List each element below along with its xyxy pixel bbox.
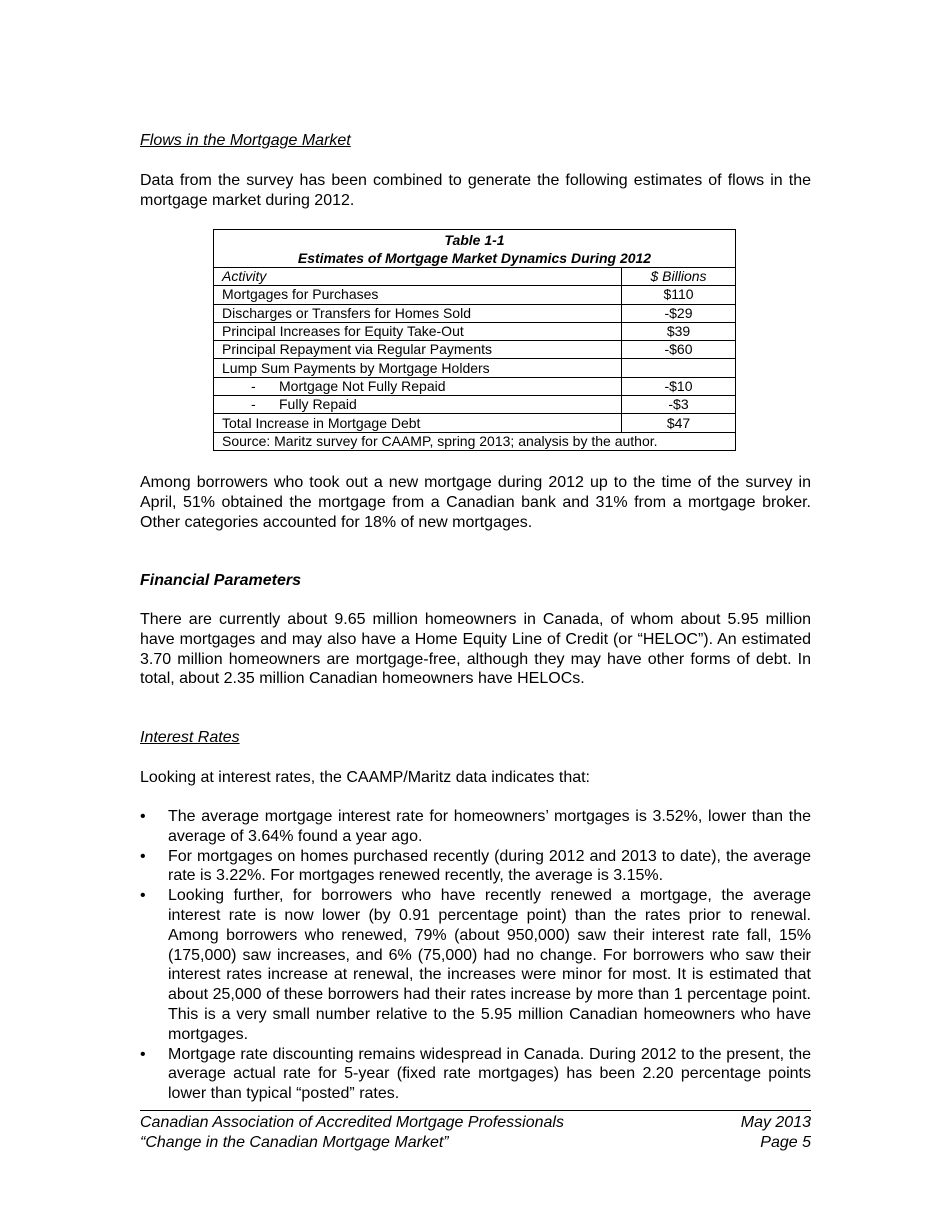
list-item (140, 807, 811, 847)
row-value (622, 359, 736, 377)
borrowers-paragraph: Among borrowers who took out a new mortgage during 2012 up to the time of the survey in April, 51% obtained the mortgage from a Canadian bank and 31% from a mortgage broker. Other categories accounted for 18% of new mortgages. (140, 474, 811, 531)
bullet-glyph: • (140, 847, 146, 865)
table-number: Table 1-1 (444, 232, 505, 248)
footer-organization: Canadian Association of Accredited Mortgage Professionals (140, 1114, 564, 1131)
row-label: Total Increase in Mortgage Debt (214, 414, 622, 432)
table-row (214, 322, 736, 340)
row-label: Mortgage Not Fully Repaid (279, 377, 446, 394)
table-row (214, 414, 736, 432)
row-value: $39 (622, 322, 736, 340)
footer-date: May 2013 (740, 1114, 811, 1131)
footer-report-title: “Change in the Canadian Mortgage Market” (140, 1134, 449, 1151)
row-value: -$3 (622, 396, 736, 414)
table-row (214, 341, 736, 359)
table-caption (214, 230, 736, 268)
row-value: $110 (622, 286, 736, 304)
row-dash: - (251, 396, 256, 413)
row-label: Principal Repayment via Regular Payments (214, 341, 622, 359)
bullet-glyph: • (140, 808, 146, 825)
table-source: Source: Maritz survey for CAAMP, spring 2013; analysis by the author. (214, 432, 736, 450)
table-row (214, 396, 736, 414)
bullet-glyph: • (140, 1045, 146, 1063)
interest-rates-intro: Looking at interest rates, the CAAMP/Maritz data indicates that: (140, 769, 590, 786)
page-footer (140, 1113, 811, 1153)
row-value: -$60 (622, 341, 736, 359)
row-label: Mortgages for Purchases (214, 286, 622, 304)
row-label: Lump Sum Payments by Mortgage Holders (214, 359, 622, 377)
section-heading-flows: Flows in the Mortgage Market (140, 132, 351, 149)
table-header-activity: Activity (214, 268, 622, 286)
table-header-row (214, 268, 736, 286)
bullet-text: Mortgage rate discounting remains widespread in Canada. During 2012 to the present, the average actual rate for 5-year (fixed rate mortgages) has been 2.20 percentage points lower than typical “posted” rates. (168, 1045, 811, 1103)
bullet-text: The average mortgage interest rate for homeowners’ mortgages is 3.52%, lower than the average of 3.64% found a year ago. (168, 808, 811, 845)
table-row (214, 377, 736, 395)
footer-page-number: Page 5 (760, 1134, 811, 1151)
list-item (140, 847, 811, 887)
list-item (140, 886, 811, 1044)
bullet-text: For mortgages on homes purchased recently (during 2012 and 2013 to date), the average rate is 3.22%. For mortgages renewed recently, the average is 3.15%. (168, 847, 811, 885)
section-heading-interest-rates: Interest Rates (140, 729, 240, 746)
table-row (214, 286, 736, 304)
bullet-glyph: • (140, 887, 146, 905)
row-value: -$10 (622, 377, 736, 395)
table-row (214, 359, 736, 377)
row-label: Fully Repaid (279, 396, 357, 413)
row-label: Principal Increases for Equity Take-Out (214, 322, 622, 340)
mortgage-dynamics-table (213, 229, 736, 451)
table-title: Estimates of Mortgage Market Dynamics During 2012 (297, 250, 652, 266)
table-source-row (214, 432, 736, 450)
row-dash: - (251, 377, 256, 394)
list-item (140, 1045, 811, 1104)
table-row (214, 304, 736, 322)
financial-parameters-paragraph: There are currently about 9.65 million homeowners in Canada, of whom about 5.95 million have mortgages and may also have a Home Equity Line of Credit (or “HELOC”). An estimated 3.70 million homeowners are mortgage-free, although they may have other forms of debt. In total, about 2.35 million Canadian homeowners have HELOCs. (140, 611, 811, 688)
interest-rates-bullet-list (140, 807, 811, 1104)
row-label-indented (214, 377, 622, 395)
row-label-indented (214, 396, 622, 414)
row-value: -$29 (622, 304, 736, 322)
bullet-text: Looking further, for borrowers who have recently renewed a mortgage, the average interest rate is now lower (by 0.91 percentage point) than the rates prior to renewal. Among borrowers who renewed, 79% (about 950,000) saw their interest rate fall, 15% (175,000) saw increases, and 6% (75,000) had no change. For borrowers who saw their interest rates increase at renewal, the increases were minor for most. It is estimated that about 25,000 of these borrowers had their rates increase by more than 1 percentage point. This is a very small number relative to the 5.95 million Canadian homeowners who have mortgages. (168, 887, 811, 1043)
row-value: $47 (622, 414, 736, 432)
flows-intro-paragraph: Data from the survey has been combined to generate the following estimates of flows in the mortgage market during 2012. (140, 172, 811, 209)
section-heading-financial-parameters: Financial Parameters (140, 572, 301, 589)
row-label: Discharges or Transfers for Homes Sold (214, 304, 622, 322)
footer-divider (140, 1110, 811, 1111)
table-header-value: $ Billions (622, 268, 736, 286)
